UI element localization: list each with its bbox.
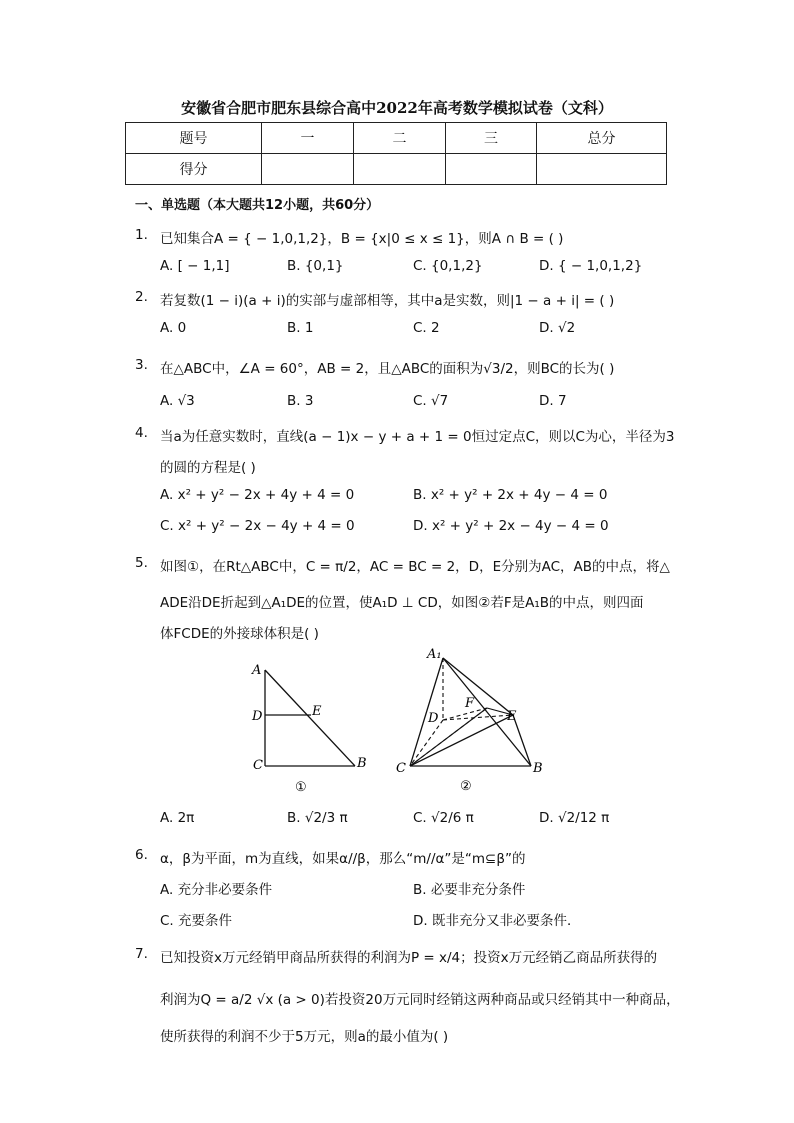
option-b[interactable]: B. 必要非充分条件 <box>413 882 526 898</box>
score-cell[interactable] <box>262 154 354 185</box>
option-c[interactable]: C. 2 <box>413 320 440 336</box>
page-title: 安徽省合肥市肥东县综合高中2022年高考数学模拟试卷（文科） <box>181 99 613 117</box>
option-b[interactable]: B. 3 <box>287 393 314 409</box>
question-number: 1. <box>135 227 148 243</box>
question-text: 已知集合A = { − 1,0,1,2}，B = {x|0 ≤ x ≤ 1}，则A ∩ B = ( ) <box>160 231 564 247</box>
option-d[interactable]: D. √2/12 π <box>539 810 610 826</box>
score-cell[interactable] <box>537 154 667 185</box>
score-header-cell: 二 <box>354 123 446 154</box>
figure-dashed-line <box>410 720 443 766</box>
figure-line <box>410 715 513 766</box>
figure-label: E <box>312 704 322 719</box>
option-d[interactable]: D. 7 <box>539 393 567 409</box>
figure-line <box>443 658 531 766</box>
figure-caption: ① <box>295 780 307 795</box>
option-d[interactable]: D. x² + y² + 2x − 4y − 4 = 0 <box>413 518 609 534</box>
figure-label: A₁ <box>427 647 442 662</box>
question-text: 当a为任意实数时，直线(a − 1)x − y + a + 1 = 0恒过定点C，则以C为心，半径为3 <box>160 429 675 445</box>
question-text: 若复数(1 − i)(a + i)的实部与虚部相等，其中a是实数，则|1 − a + i| = ( ) <box>160 293 615 309</box>
question-text-continued: ADE沿DE折起到△A₁DE的位置，使A₁D ⊥ CD，如图②若F是A₁B的中点，则四面 <box>160 595 644 611</box>
score-table-header-row <box>126 123 667 154</box>
option-b[interactable]: B. x² + y² + 2x + 4y − 4 = 0 <box>413 487 608 503</box>
question-number: 4. <box>135 425 148 441</box>
figure-label: F <box>465 696 475 711</box>
score-table <box>125 122 667 185</box>
option-a[interactable]: A. [ − 1,1] <box>160 258 230 274</box>
question-text-continued: 利润为Q = a/2 √x (a > 0)若投资20万元同时经销这两种商品或只经销其中一种商品， <box>160 992 680 1008</box>
figure-label: B <box>533 761 543 776</box>
figure-label: C <box>396 761 406 776</box>
figure-label: D <box>428 711 439 726</box>
figure-label: E <box>507 709 517 724</box>
score-row-label: 得分 <box>126 154 262 185</box>
figure-label: C <box>253 758 263 773</box>
question-number: 6. <box>135 847 148 863</box>
option-c[interactable]: C. √2/6 π <box>413 810 474 826</box>
option-a[interactable]: A. 0 <box>160 320 187 336</box>
option-c[interactable]: C. x² + y² − 2x − 4y + 4 = 0 <box>160 518 355 534</box>
figure-1 <box>245 658 375 798</box>
question-number: 7. <box>135 946 148 962</box>
question-number: 5. <box>135 555 148 571</box>
question-number: 3. <box>135 357 148 373</box>
question-number: 2. <box>135 289 148 305</box>
question-text: 已知投资x万元经销甲商品所获得的利润为P = x/4；投资x万元经销乙商品所获得的 <box>160 950 658 966</box>
score-header-cell: 一 <box>262 123 354 154</box>
section-heading: 一、单选题（本大题共12小题，共60分） <box>135 198 380 213</box>
question-text: α，β为平面，m为直线，如果α//β，那么“m//α”是“m⊆β”的 <box>160 851 526 867</box>
score-cell[interactable] <box>354 154 446 185</box>
option-d[interactable]: D. { − 1,0,1,2} <box>539 258 643 274</box>
score-header-cell: 三 <box>446 123 537 154</box>
score-cell[interactable] <box>446 154 537 185</box>
question-text-continued: 体FCDE的外接球体积是( ) <box>160 626 319 642</box>
question-text-continued: 的圆的方程是( ) <box>160 460 256 476</box>
score-header-cell: 题号 <box>126 123 262 154</box>
figure-line <box>443 658 513 715</box>
option-a[interactable]: A. √3 <box>160 393 195 409</box>
option-c[interactable]: C. {0,1,2} <box>413 258 483 274</box>
option-a[interactable]: A. 充分非必要条件 <box>160 882 273 898</box>
option-c[interactable]: C. 充要条件 <box>160 913 233 929</box>
question-text: 如图①，在Rt△ABC中，C = π/2，AC = BC = 2，D，E分别为AC，AB的中点，将△ <box>160 559 670 575</box>
option-b[interactable]: B. 1 <box>287 320 314 336</box>
option-b[interactable]: B. √2/3 π <box>287 810 348 826</box>
option-a[interactable]: A. x² + y² − 2x + 4y + 4 = 0 <box>160 487 355 503</box>
option-d[interactable]: D. √2 <box>539 320 576 336</box>
figure-label: B <box>357 756 367 771</box>
question-text-continued: 使所获得的利润不少于5万元，则a的最小值为( ) <box>160 1029 449 1045</box>
question-text: 在△ABC中，∠A = 60°，AB = 2，且△ABC的面积为√3/2，则BC的长为( ) <box>160 361 615 377</box>
option-c[interactable]: C. √7 <box>413 393 449 409</box>
option-a[interactable]: A. 2π <box>160 810 195 826</box>
score-table-score-row <box>126 154 667 185</box>
figure-label: A <box>252 663 262 678</box>
figure-2 <box>395 640 555 800</box>
figure-line <box>265 670 355 766</box>
score-header-cell: 总分 <box>537 123 667 154</box>
figure-label: D <box>252 709 263 724</box>
option-b[interactable]: B. {0,1} <box>287 258 344 274</box>
figure-caption: ② <box>460 779 472 794</box>
option-d[interactable]: D. 既非充分又非必要条件． <box>413 913 581 929</box>
